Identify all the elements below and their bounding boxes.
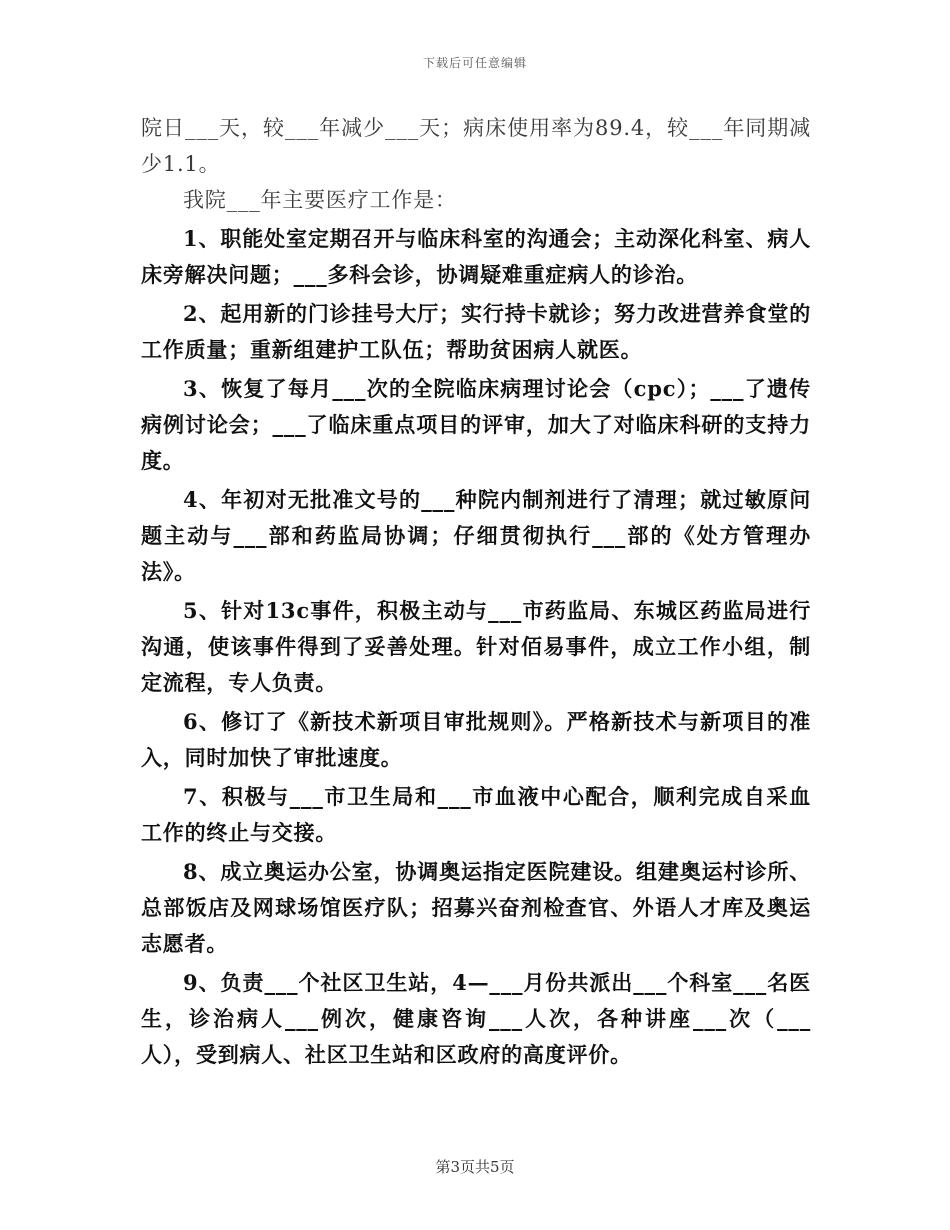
list-item-8: 8、成立奥运办公室，协调奥运指定医院建设。组建奥运村诊所、总部饭店及网球场馆医疗队；招募兴奋剂检查官、外语人才库及奥运志愿者。: [141, 859, 811, 956]
list-item-4: 4、年初对无批准文号的___种院内制剂进行了清理；就过敏原问题主动与___部和药监局协调；仔细贯彻执行___部的《处方管理办法》。: [141, 487, 811, 584]
list-item-1: 1、职能处室定期召开与临床科室的沟通会；主动深化科室、病人床旁解决问题；___多科会诊，协调疑难重症病人的诊治。: [141, 226, 811, 287]
list-item-3: 3、恢复了每月___次的全院临床病理讨论会（cpc）；___了遗传病例讨论会；___了临床重点项目的评审，加大了对临床科研的支持力度。: [141, 376, 811, 473]
list-item-2: 2、起用新的门诊挂号大厅；实行持卡就诊；努力改进营养食堂的工作质量；重新组建护工队伍；帮助贫困病人就医。: [141, 301, 811, 362]
list-item-6: 6、修订了《新技术新项目审批规则》。严格新技术与新项目的准入，同时加快了审批速度。: [141, 709, 811, 770]
page-header: 下载后可任意编辑: [422, 56, 527, 70]
page-footer: 第3页共5页: [435, 1158, 515, 1176]
intro-paragraph: 我院___年主要医疗工作是：: [183, 188, 457, 212]
list-item-7: 7、积极与___市卫生局和___市血液中心配合，顺利完成自采血工作的终止与交接。: [141, 784, 811, 845]
list-item-9: 9、负责___个社区卫生站，4—___月份共派出___个科室___名医生，诊治病人___例次，健康咨询___人次，各种讲座___次（___人），受到病人、社区卫生站和区政府的高度评价。: [141, 970, 811, 1067]
continuation-paragraph: 院日___天，较___年减少___天；病床使用率为89.4，较___年同期减少1.1。: [141, 116, 811, 176]
list-item-5: 5、针对13c事件，积极主动与___市药监局、东城区药监局进行沟通，使该事件得到了妥善处理。针对佰易事件，成立工作小组，制定流程，专人负责。: [141, 598, 811, 695]
document-body: [141, 110, 811, 1076]
